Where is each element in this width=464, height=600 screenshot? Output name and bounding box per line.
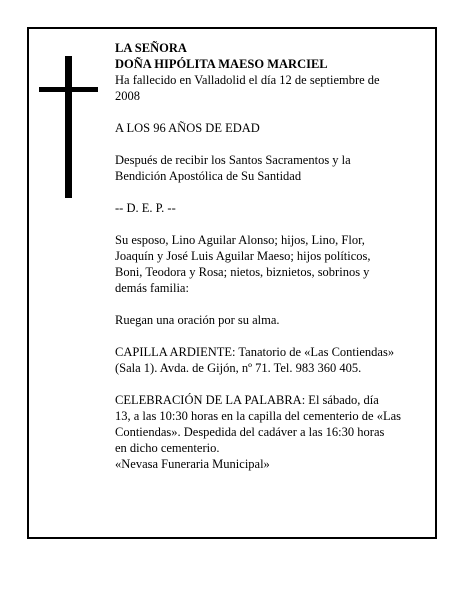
text-line: (Sala 1). Avda. de Gijón, nº 71. Tel. 983 360 405. bbox=[115, 361, 362, 375]
cross-icon-crossbar bbox=[39, 87, 98, 92]
funeral-home: «Nevasa Funeraria Municipal» bbox=[115, 457, 270, 471]
text-line: 2008 bbox=[115, 89, 140, 103]
text-line: Ruegan una oración por su alma. bbox=[115, 313, 280, 327]
obituary-text bbox=[115, 40, 433, 488]
title-line: LA SEÑORA bbox=[115, 41, 187, 55]
death-announcement bbox=[115, 72, 433, 104]
deceased-title bbox=[115, 40, 433, 72]
sacraments-paragraph bbox=[115, 152, 433, 184]
cross-icon bbox=[65, 56, 72, 198]
text-line: 13, a las 10:30 horas en la capilla del cementerio de «Las bbox=[115, 409, 402, 423]
text-line: -- D. E. P. -- bbox=[115, 201, 176, 215]
text-line: demás familia: bbox=[115, 281, 189, 295]
text-line: CAPILLA ARDIENTE: Tanatorio de «Las Contiendas» bbox=[115, 345, 395, 359]
text-line: Contiendas». Despedida del cadáver a las 16:30 horas bbox=[115, 425, 385, 439]
text-line: CELEBRACIÓN DE LA PALABRA: El sábado, día bbox=[115, 393, 379, 407]
text-line: Ha fallecido en Valladolid el día 12 de septiembre de bbox=[115, 73, 380, 87]
text-line: Joaquín y José Luis Aguilar Maeso; hijos políticos, bbox=[115, 249, 371, 263]
text-line: Después de recibir los Santos Sacramentos y la bbox=[115, 153, 351, 167]
deceased-name: DOÑA HIPÓLITA MAESO MARCIEL bbox=[115, 57, 328, 71]
celebration-paragraph bbox=[115, 392, 433, 472]
text-line: A LOS 96 AÑOS DE EDAD bbox=[115, 121, 260, 135]
family-paragraph bbox=[115, 232, 433, 296]
text-line: en dicho cementerio. bbox=[115, 441, 220, 455]
chapel-paragraph bbox=[115, 344, 433, 376]
text-line: Bendición Apostólica de Su Santidad bbox=[115, 169, 302, 183]
rip-line bbox=[115, 200, 433, 216]
text-line: Su esposo, Lino Aguilar Alonso; hijos, Lino, Flor, bbox=[115, 233, 365, 247]
obituary-notice bbox=[27, 27, 437, 539]
text-line: Boni, Teodora y Rosa; nietos, biznietos, sobrinos y bbox=[115, 265, 370, 279]
age-line bbox=[115, 120, 433, 136]
prayer-line bbox=[115, 312, 433, 328]
